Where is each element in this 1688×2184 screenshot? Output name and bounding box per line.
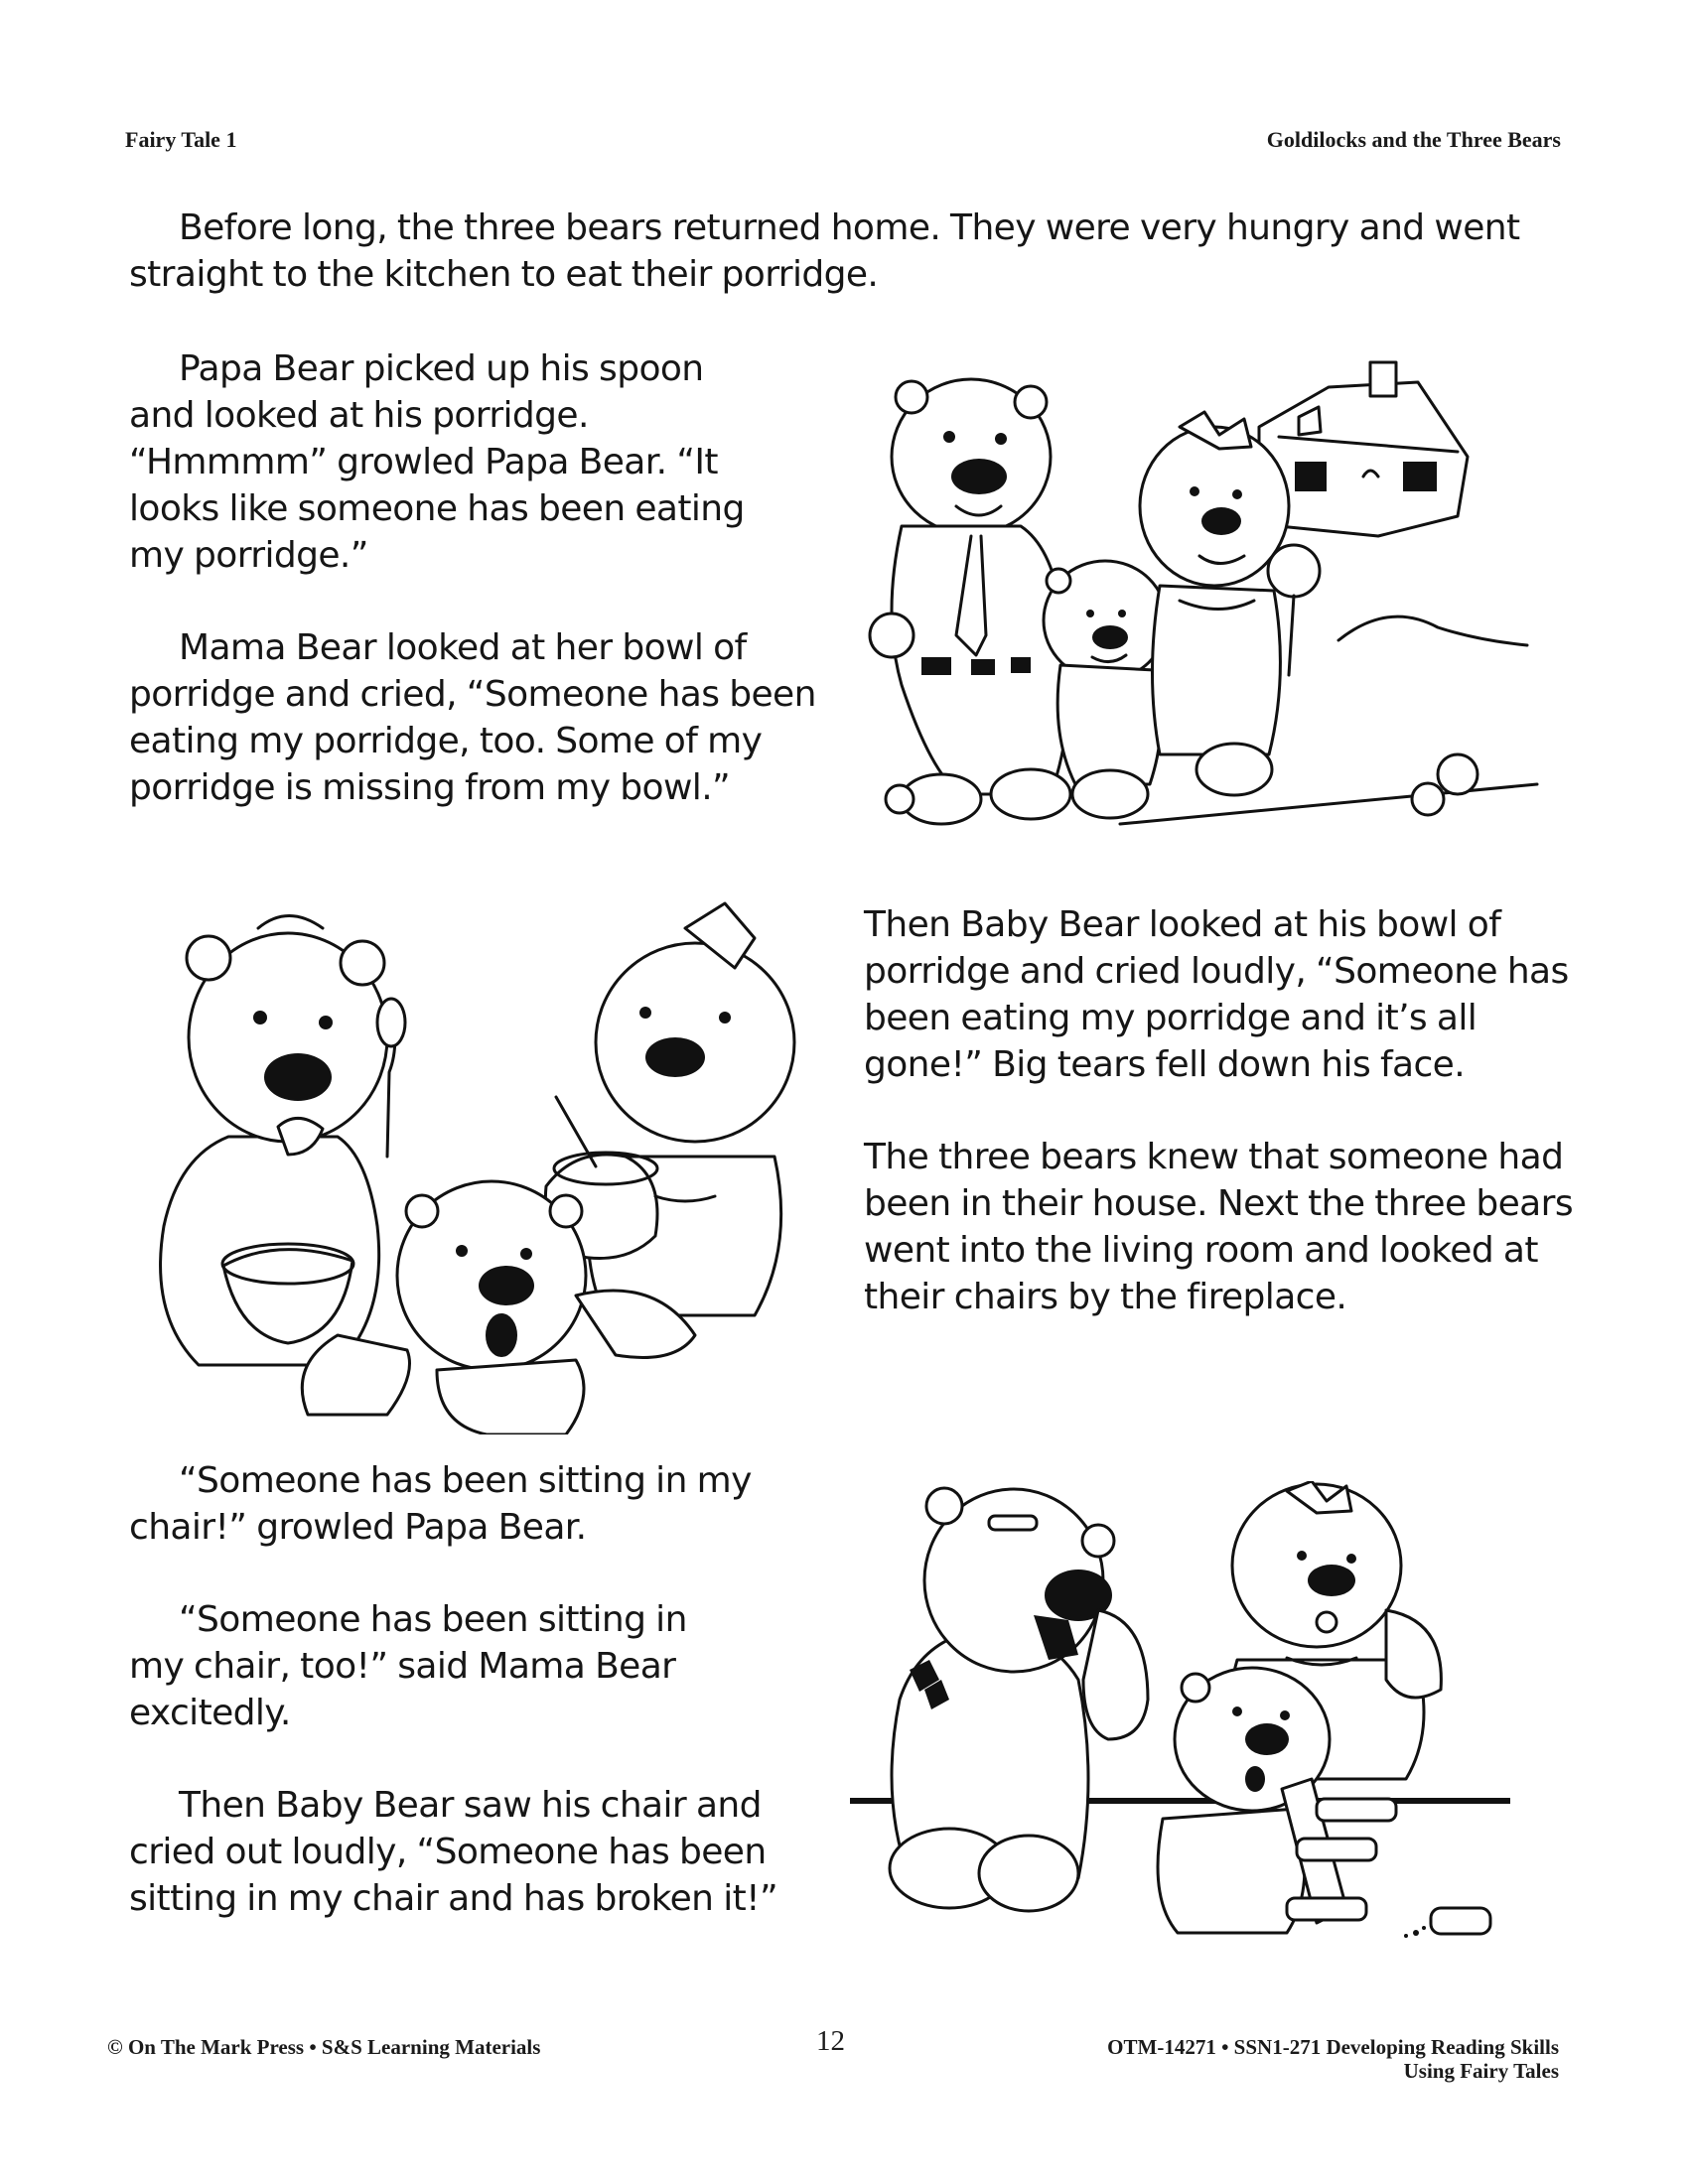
bears-walking-home-drawing (862, 357, 1557, 844)
story-column-full (129, 205, 1559, 298)
bears-porridge-drawing (139, 898, 824, 1434)
footer-series-info (1107, 2035, 1559, 2083)
header-story-title: Goldilocks and the Three Bears (1266, 127, 1561, 152)
paragraph-mama-chair: “Someone has been sitting in my chair, too!” said Mama Bear excitedly. (129, 1599, 687, 1733)
story-column-left-top (129, 345, 824, 811)
paragraph-intro: Before long, the three bears returned home. They were very hungry and went straight to the kitchen to eat their porridge. (129, 207, 1520, 295)
paragraph-baby-porridge: Then Baby Bear looked at his bowl of porridge and cried loudly, “Someone has been eating my porridge and it’s all gone!” Big tears fell down his face. (864, 904, 1569, 1085)
bears-broken-chair-drawing (850, 1481, 1515, 1948)
footer-copyright: © On The Mark Press • S&S Learning Materials (107, 2035, 541, 2059)
footer-series-line1: OTM-14271 • SSN1-271 Developing Reading Skills (1107, 2035, 1559, 2059)
illustration-bears-porridge (139, 898, 824, 1434)
footer-series-line2: Using Fairy Tales (1403, 2059, 1559, 2083)
story-column-right (864, 901, 1579, 1320)
story-column-left-bottom (129, 1457, 844, 1922)
paragraph-mama-porridge: Mama Bear looked at her bowl of porridge and cried, “Someone has been eating my porridge, too. Some of my porridge is missing from my bowl.” (129, 627, 816, 808)
illustration-bears-walking-home (862, 357, 1557, 844)
paragraph-papa-chair: “Someone has been sitting in my chair!” growled Papa Bear. (129, 1460, 752, 1548)
illustration-bears-broken-chair (850, 1481, 1515, 1948)
header-section-label: Fairy Tale 1 (125, 127, 237, 152)
paragraph-papa-porridge: Papa Bear picked up his spoon and looked at his porridge. “Hmmmm” growled Papa Bear. “It looks like someone has been eating my porridge.” (129, 348, 745, 576)
paragraph-baby-chair: Then Baby Bear saw his chair and cried out loudly, “Someone has been sitting in my chair and has broken it!” (129, 1785, 778, 1919)
paragraph-living-room: The three bears knew that someone had been in their house. Next the three bears went into the living room and looked at their chairs by the fireplace. (864, 1137, 1573, 1317)
page-number: 12 (816, 2025, 845, 2057)
